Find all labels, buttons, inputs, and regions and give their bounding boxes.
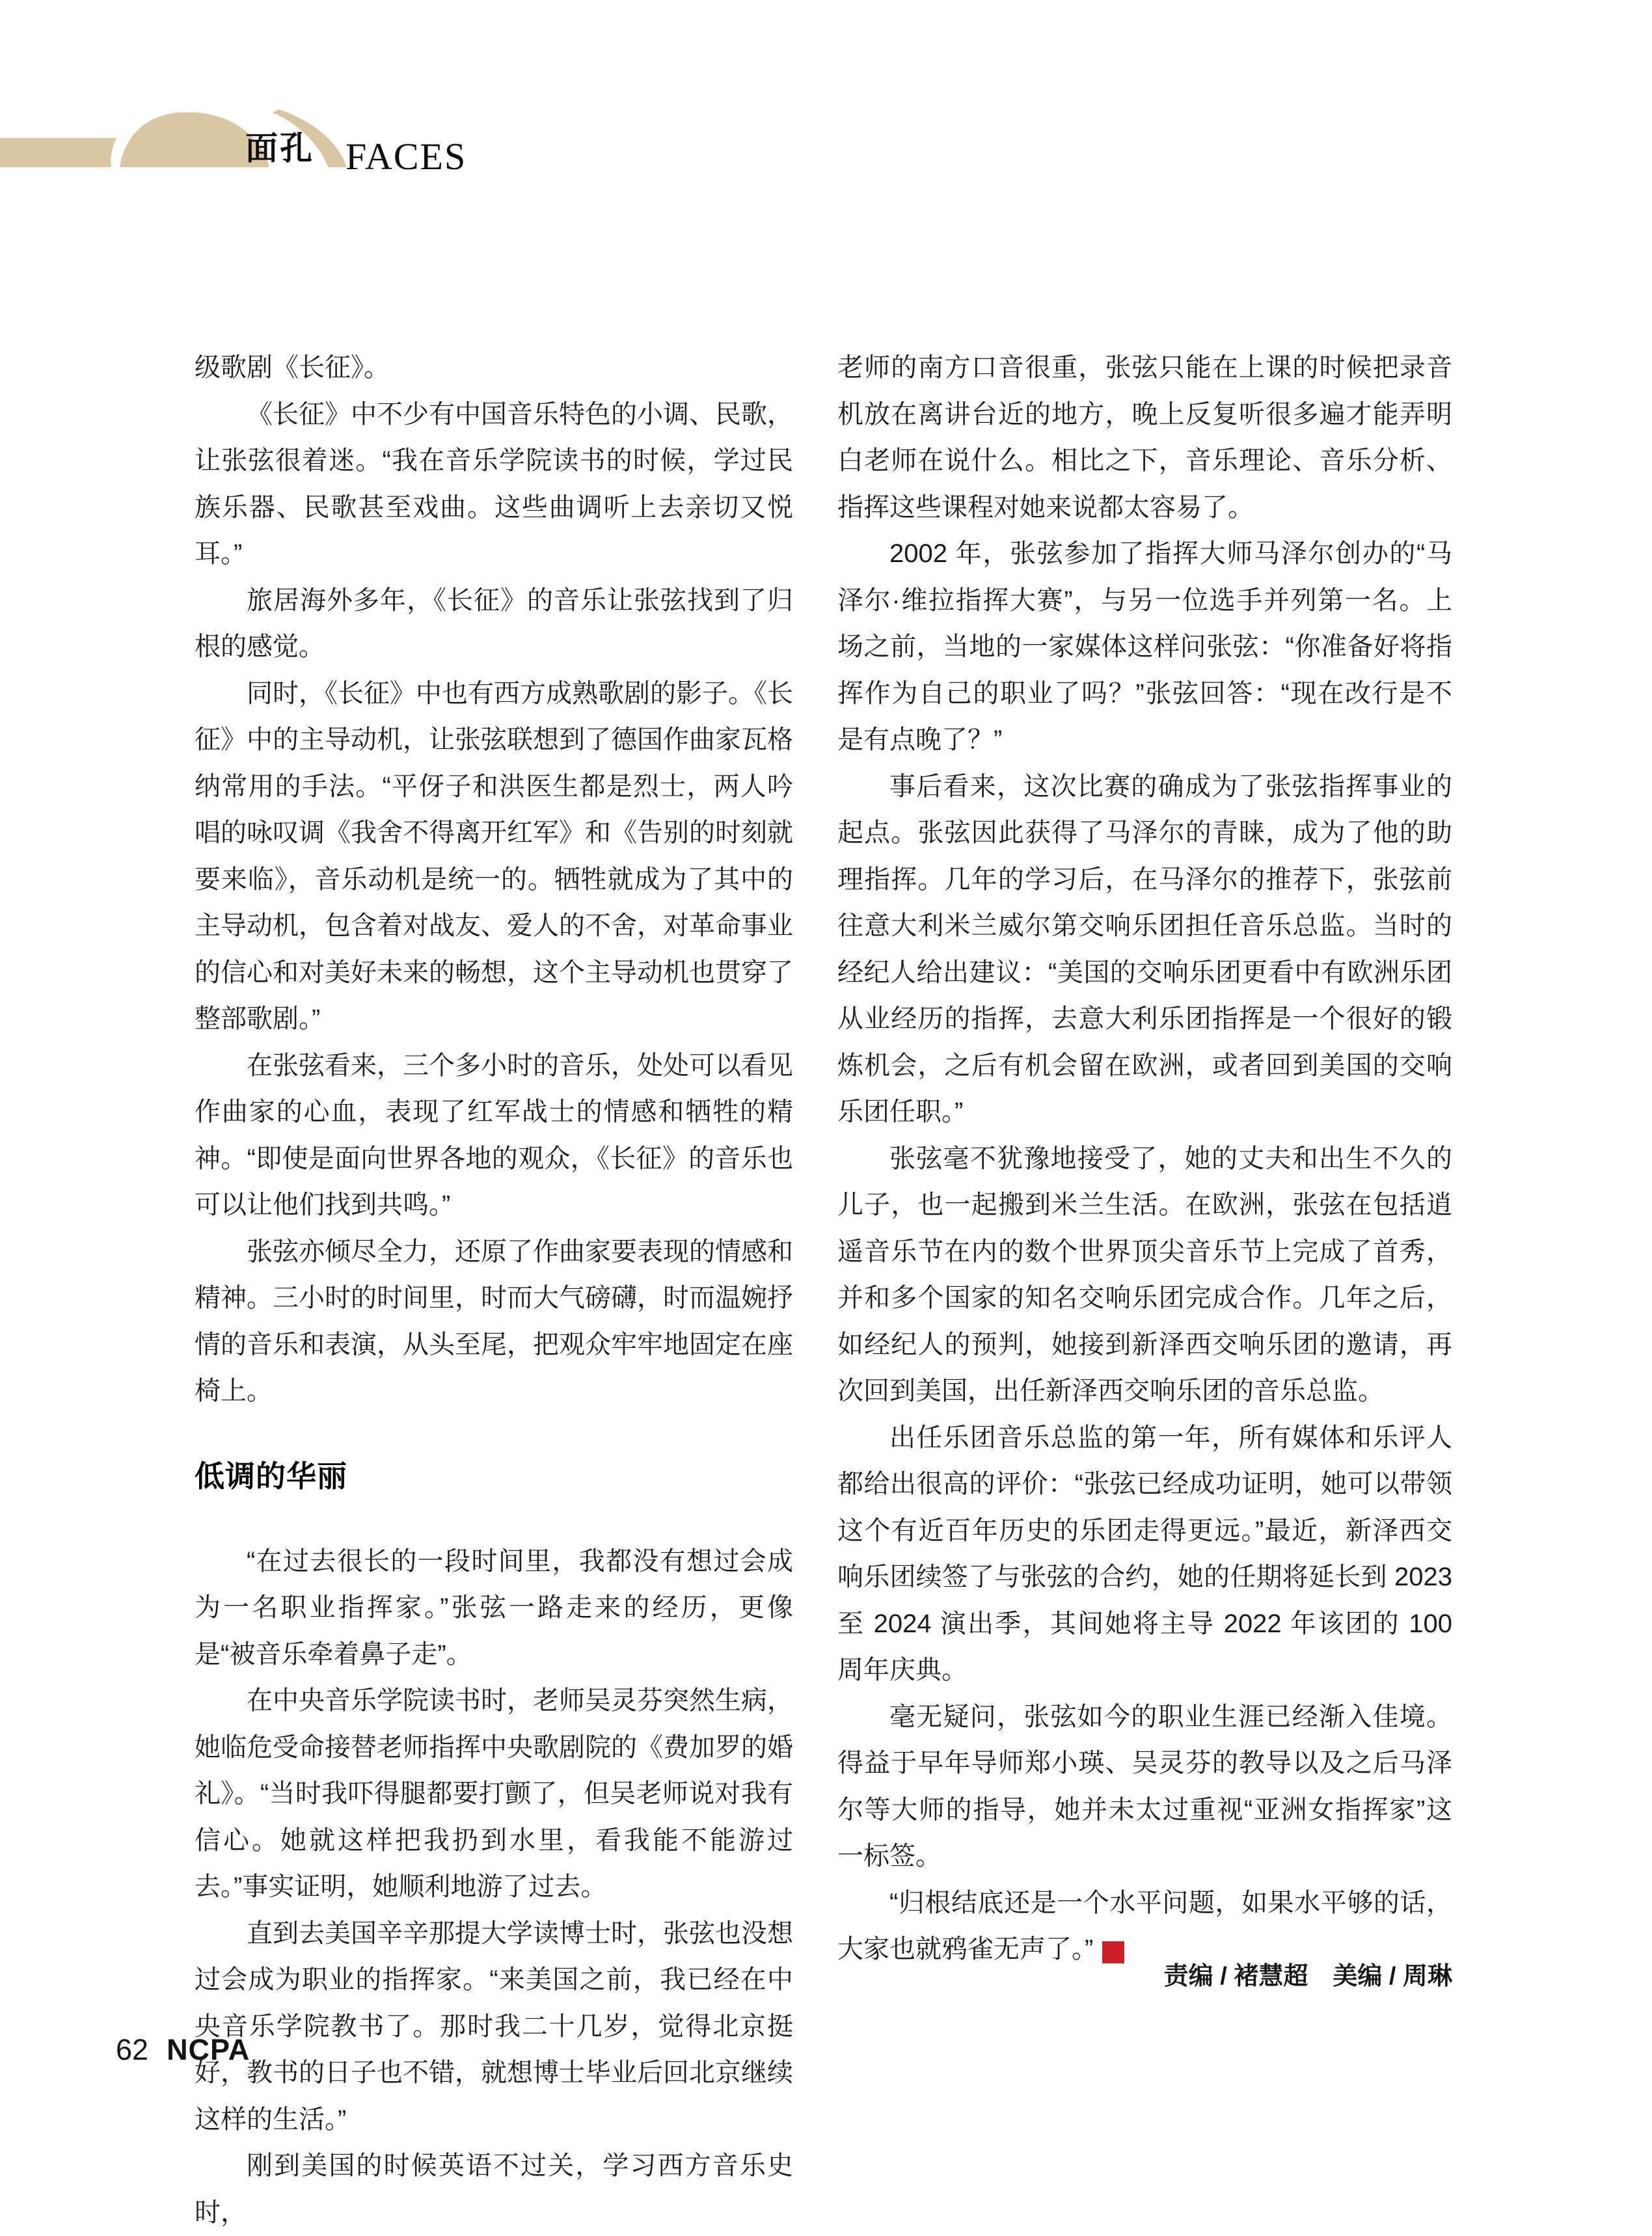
paragraph: 张弦毫不犹豫地接受了，她的丈夫和出生不久的儿子，也一起搬到米兰生活。在欧洲，张弦在包括逍遥音乐节在内的数个世界顶尖音乐节上完成了首秀，并和多个国家的知名交响乐团完成合作。几年之后，如经纪人的预判，她接到新泽西交响乐团的邀请，再次回到美国，出任新泽西交响乐团的音乐总监。 [837,1144,1452,1405]
brand-ncpa: NCPA [167,2033,251,2066]
paragraph: 《长征》中不少有中国音乐特色的小调、民歌，让张弦很着迷。“我在音乐学院读书的时候，学过民族乐器、民歌甚至戏曲。这些曲调听上去亲切又悦耳。” [195,399,793,568]
paragraph: 在中央音乐学院读书时，老师吴灵芬突然生病，她临危受命接替老师指挥中央歌剧院的《费加罗的婚礼》。“当时我吓得腿都要打颤了，但吴老师说对我有信心。她就这样把我扔到水里，看我能不能游过去。”事实证明，她顺利地游了过去。 [195,1686,793,1901]
page-folio [116,2035,250,2064]
paragraph: “归根结底还是一个水平问题，如果水平够的话，大家也就鸦雀无声了。” NC PA [837,1888,1452,1963]
paragraph: 同时，《长征》中也有西方成熟歌剧的影子。《长征》中的主导动机，让张弦联想到了德国作曲家瓦格纳常用的手法。“平伢子和洪医生都是烈士，两人吟唱的咏叹调《我舍不得离开红军》和《告别的时刻就要来临》，音乐动机是统一的。牺牲就成为了其中的主导动机，包含着对战友、爱人的不舍，对革命事业的信心和对美好未来的畅想，这个主导动机也贯穿了整部歌剧。” [195,679,793,1033]
paragraph: 在张弦看来，三个多小时的音乐，处处可以看见作曲家的心血，表现了红军战士的情感和牺牲的精神。“即使是面向世界各地的观众，《长征》的音乐也可以让他们找到共鸣。” [195,1051,793,1219]
paragraph: 刚到美国的时候英语不过关，学习西方音乐史时， [195,2151,793,2227]
paragraph: 2002 年，张弦参加了指挥大师马泽尔创办的“马泽尔·维拉指挥大赛”，与另一位选手并列第一名。上场之前，当地的一家媒体这样问张弦：“你准备好将指挥作为自己的职业了吗？”张弦回答：“现在改行是不是有点晚了？” [837,539,1452,754]
paragraph: 毫无疑问，张弦如今的职业生涯已经渐入佳境。得益于早年导师郑小瑛、吴灵芬的教导以及之后马泽尔等大师的指导，她并未太过重视“亚洲女指挥家”这一标签。 [837,1702,1452,1870]
page-number: 62 [116,2033,149,2066]
section-title-en: FACES [345,135,467,178]
editor-credits: 责编 / 褚慧超 美编 / 周琳 [1163,1963,1452,1990]
ncpa-end-mark-icon: NC PA [1102,1941,1124,1963]
paragraph: “在过去很长的一段时间里，我都没有想过会成为一名职业指挥家。”张弦一路走来的经历，更像是“被音乐牵着鼻子走”。 [195,1546,793,1669]
paragraph: 旅居海外多年，《长征》的音乐让张弦找到了归根的感觉。 [195,586,793,661]
paragraph: 老师的南方口音很重，张弦只能在上课的时候把录音机放在离讲台近的地方，晚上反复听很多遍才能弄明白老师在说什么。相比之下，音乐理论、音乐分析、指挥这些课程对她来说都太容易了。 [837,353,1452,522]
paragraph: 级歌剧《长征》。 [195,353,390,382]
paragraph: 张弦亦倾尽全力，还原了作曲家要表现的情感和精神。三小时的时间里，时而大气磅礴，时而温婉抒情的音乐和表演，从头至尾，把观众牢牢地固定在座椅上。 [195,1237,793,1405]
paragraph: 事后看来，这次比赛的确成为了张弦指挥事业的起点。张弦因此获得了马泽尔的青睐，成为了他的助理指挥。几年的学习后，在马泽尔的推荐下，张弦前往意大利米兰威尔第交响乐团担任音乐总监。当时的经纪人给出建议：“美国的交响乐团更看中有欧洲乐团从业经历的指挥，去意大利乐团指挥是一个很好的锻炼机会，之后有机会留在欧洲，或者回到美国的交响乐团任职。” [837,772,1452,1126]
section-title-zh: 面孔 [245,130,314,167]
left-column [195,345,793,2236]
paragraph: 出任乐团音乐总监的第一年，所有媒体和乐评人都给出很高的评价：“张弦已经成功证明，她可以带领这个有近百年历史的乐团走得更远。”最近，新泽西交响乐团续签了与张弦的合约，她的任期将延长到 2023 至 2024 演出季，其间她将主导 2022 年该团的 100 周年庆典。 [837,1423,1452,1684]
header-bar-shape [0,138,116,167]
paragraph: 直到去美国辛辛那提大学读博士时，张弦也没想过会成为职业的指挥家。“来美国之前，我已经在中央音乐学院教书了。那时我二十几岁，觉得北京挺好，教书的日子也不错，就想博士毕业后回北京继续这样的生活。” [195,1919,793,2134]
section-subheading: 低调的华丽 [195,1459,347,1493]
right-column [837,345,1452,1973]
